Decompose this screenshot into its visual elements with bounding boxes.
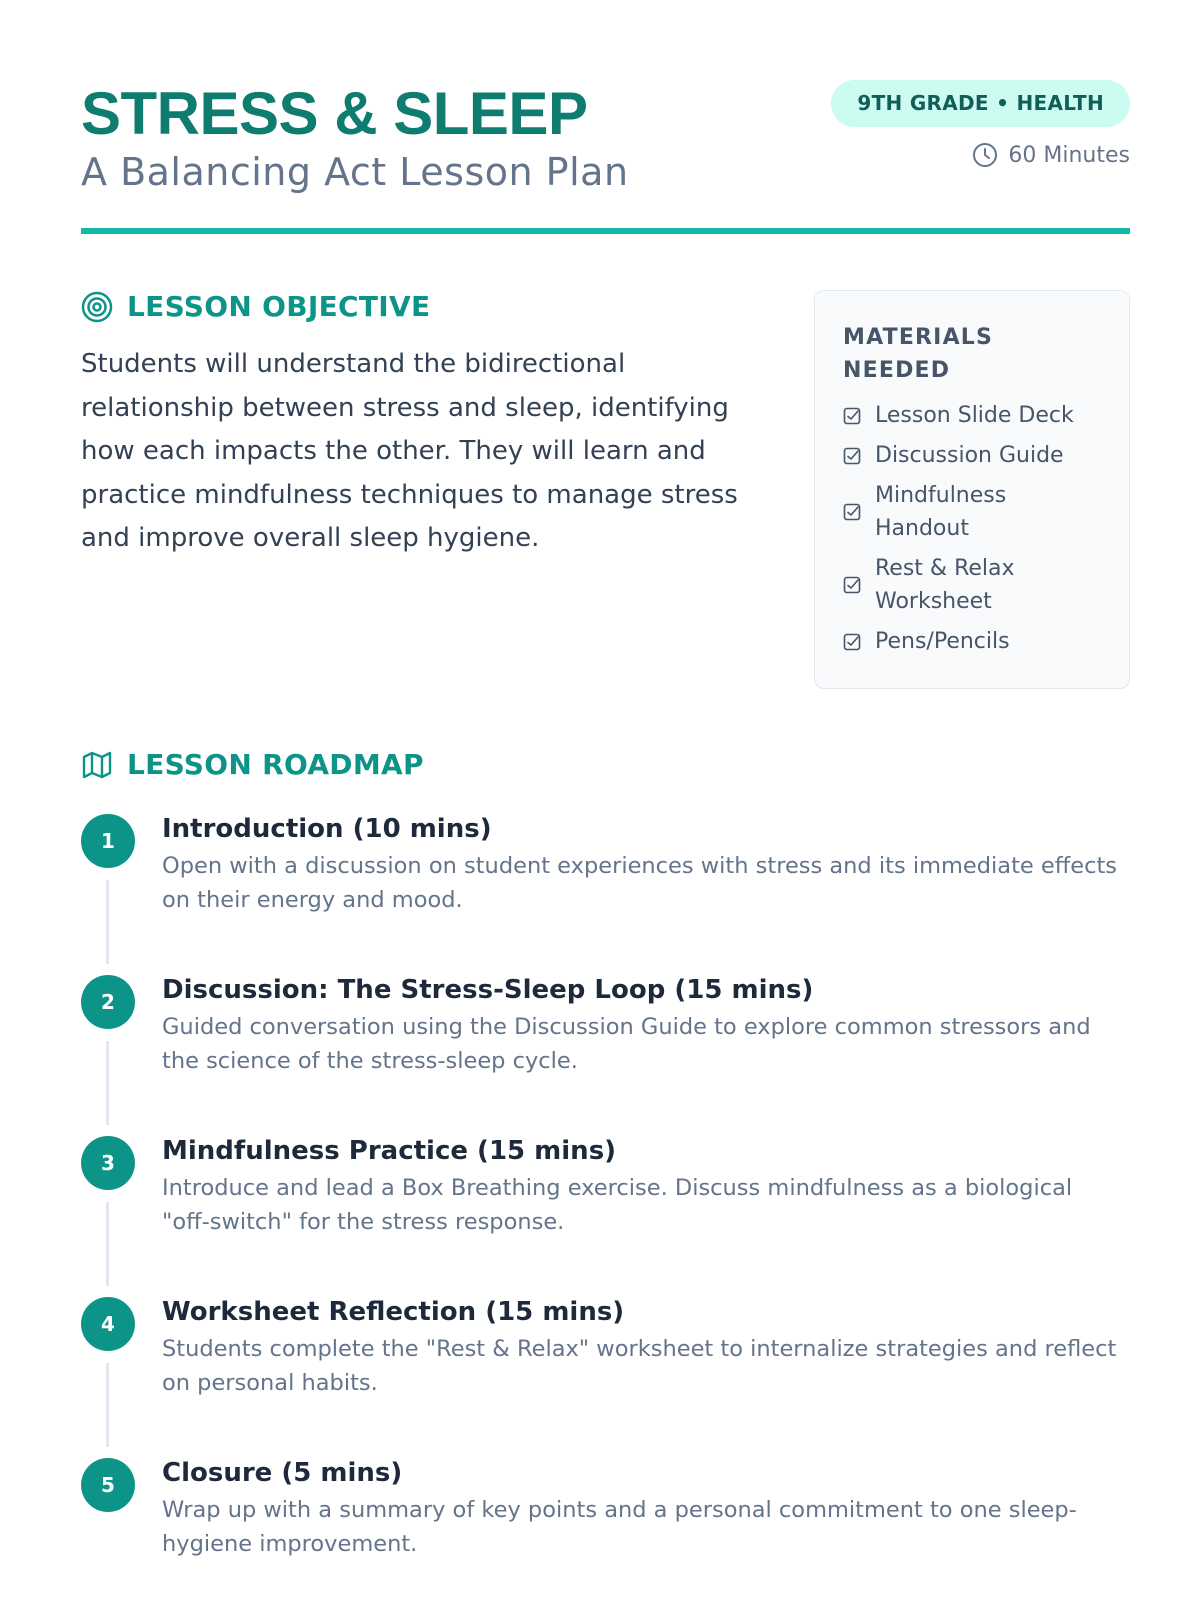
checkbox-icon	[843, 503, 861, 521]
objective-heading-row	[81, 290, 430, 323]
step-number-badge: 5	[81, 1458, 135, 1512]
checkbox-icon	[843, 447, 861, 465]
list-item	[843, 552, 1101, 618]
roadmap-step	[81, 973, 1130, 1134]
material-label: Mindfulness Handout	[875, 483, 1007, 541]
page-title: STRESS & SLEEP	[81, 80, 588, 147]
step-number-badge: 2	[81, 975, 135, 1029]
step-connector	[106, 1202, 109, 1286]
step-connector	[106, 1363, 109, 1447]
step-description: Guided conversation using the Discussion Guide to explore common stressors and the science of the stress-sleep cycle.	[162, 1014, 1091, 1074]
roadmap-step	[81, 1134, 1130, 1295]
step-number-badge: 1	[81, 814, 135, 868]
lesson-plan-page	[81, 0, 1130, 1600]
objective-text: Students will understand the bidirectional relationship between stress and sleep, identifying how each impacts the other. They will learn and practice mindfulness techniques to manage stress and improve overall sleep hygiene.	[81, 349, 738, 553]
clock-icon	[972, 142, 998, 168]
step-connector	[106, 880, 109, 964]
step-title: Closure (5 mins)	[162, 1458, 403, 1488]
material-label: Lesson Slide Deck	[875, 403, 1074, 428]
roadmap-heading: LESSON ROADMAP	[127, 748, 424, 781]
step-title: Discussion: The Stress-Sleep Loop (15 mins)	[162, 975, 814, 1005]
step-connector	[106, 1041, 109, 1125]
roadmap-heading-row	[81, 748, 424, 781]
step-number-badge: 3	[81, 1136, 135, 1190]
checkbox-icon	[843, 633, 861, 651]
page-header	[81, 80, 1130, 236]
page-subtitle: A Balancing Act Lesson Plan	[81, 150, 629, 194]
grade-badge: 9TH GRADE • HEALTH	[831, 80, 1130, 127]
list-item	[843, 439, 1101, 472]
checkbox-icon	[843, 407, 861, 425]
materials-list	[843, 399, 1101, 658]
objective-heading: LESSON OBJECTIVE	[127, 290, 431, 323]
list-item	[843, 399, 1101, 432]
step-title: Mindfulness Practice (15 mins)	[162, 1136, 617, 1166]
material-label: Rest & Relax Worksheet	[875, 556, 1015, 614]
material-label: Discussion Guide	[875, 443, 1064, 468]
materials-card	[814, 290, 1130, 689]
step-description: Students complete the "Rest & Relax" worksheet to internalize strategies and reflect on personal habits.	[162, 1336, 1117, 1396]
step-description: Introduce and lead a Box Breathing exercise. Discuss mindfulness as a biological "off-switch" for the stress response.	[162, 1175, 1073, 1235]
roadmap-step	[81, 812, 1130, 973]
duration	[972, 142, 1130, 168]
step-title: Introduction (10 mins)	[162, 814, 492, 844]
step-description: Wrap up with a summary of key points and a personal commitment to one sleep-hygiene improvement.	[162, 1497, 1077, 1557]
step-title: Worksheet Reflection (15 mins)	[162, 1297, 625, 1327]
materials-heading: MATERIALS NEEDED	[843, 325, 994, 383]
list-item	[843, 479, 1101, 545]
header-divider	[81, 228, 1130, 234]
checkbox-icon	[843, 576, 861, 594]
target-icon	[81, 291, 113, 323]
list-item	[843, 625, 1101, 658]
step-number-badge: 4	[81, 1297, 135, 1351]
map-icon	[81, 749, 113, 781]
duration-label: 60 Minutes	[1008, 142, 1130, 168]
roadmap-step	[81, 1295, 1130, 1456]
roadmap-step	[81, 1456, 1130, 1600]
material-label: Pens/Pencils	[875, 629, 1010, 654]
roadmap-steps	[81, 812, 1130, 1600]
step-description: Open with a discussion on student experiences with stress and its immediate effects on their energy and mood.	[162, 853, 1117, 913]
